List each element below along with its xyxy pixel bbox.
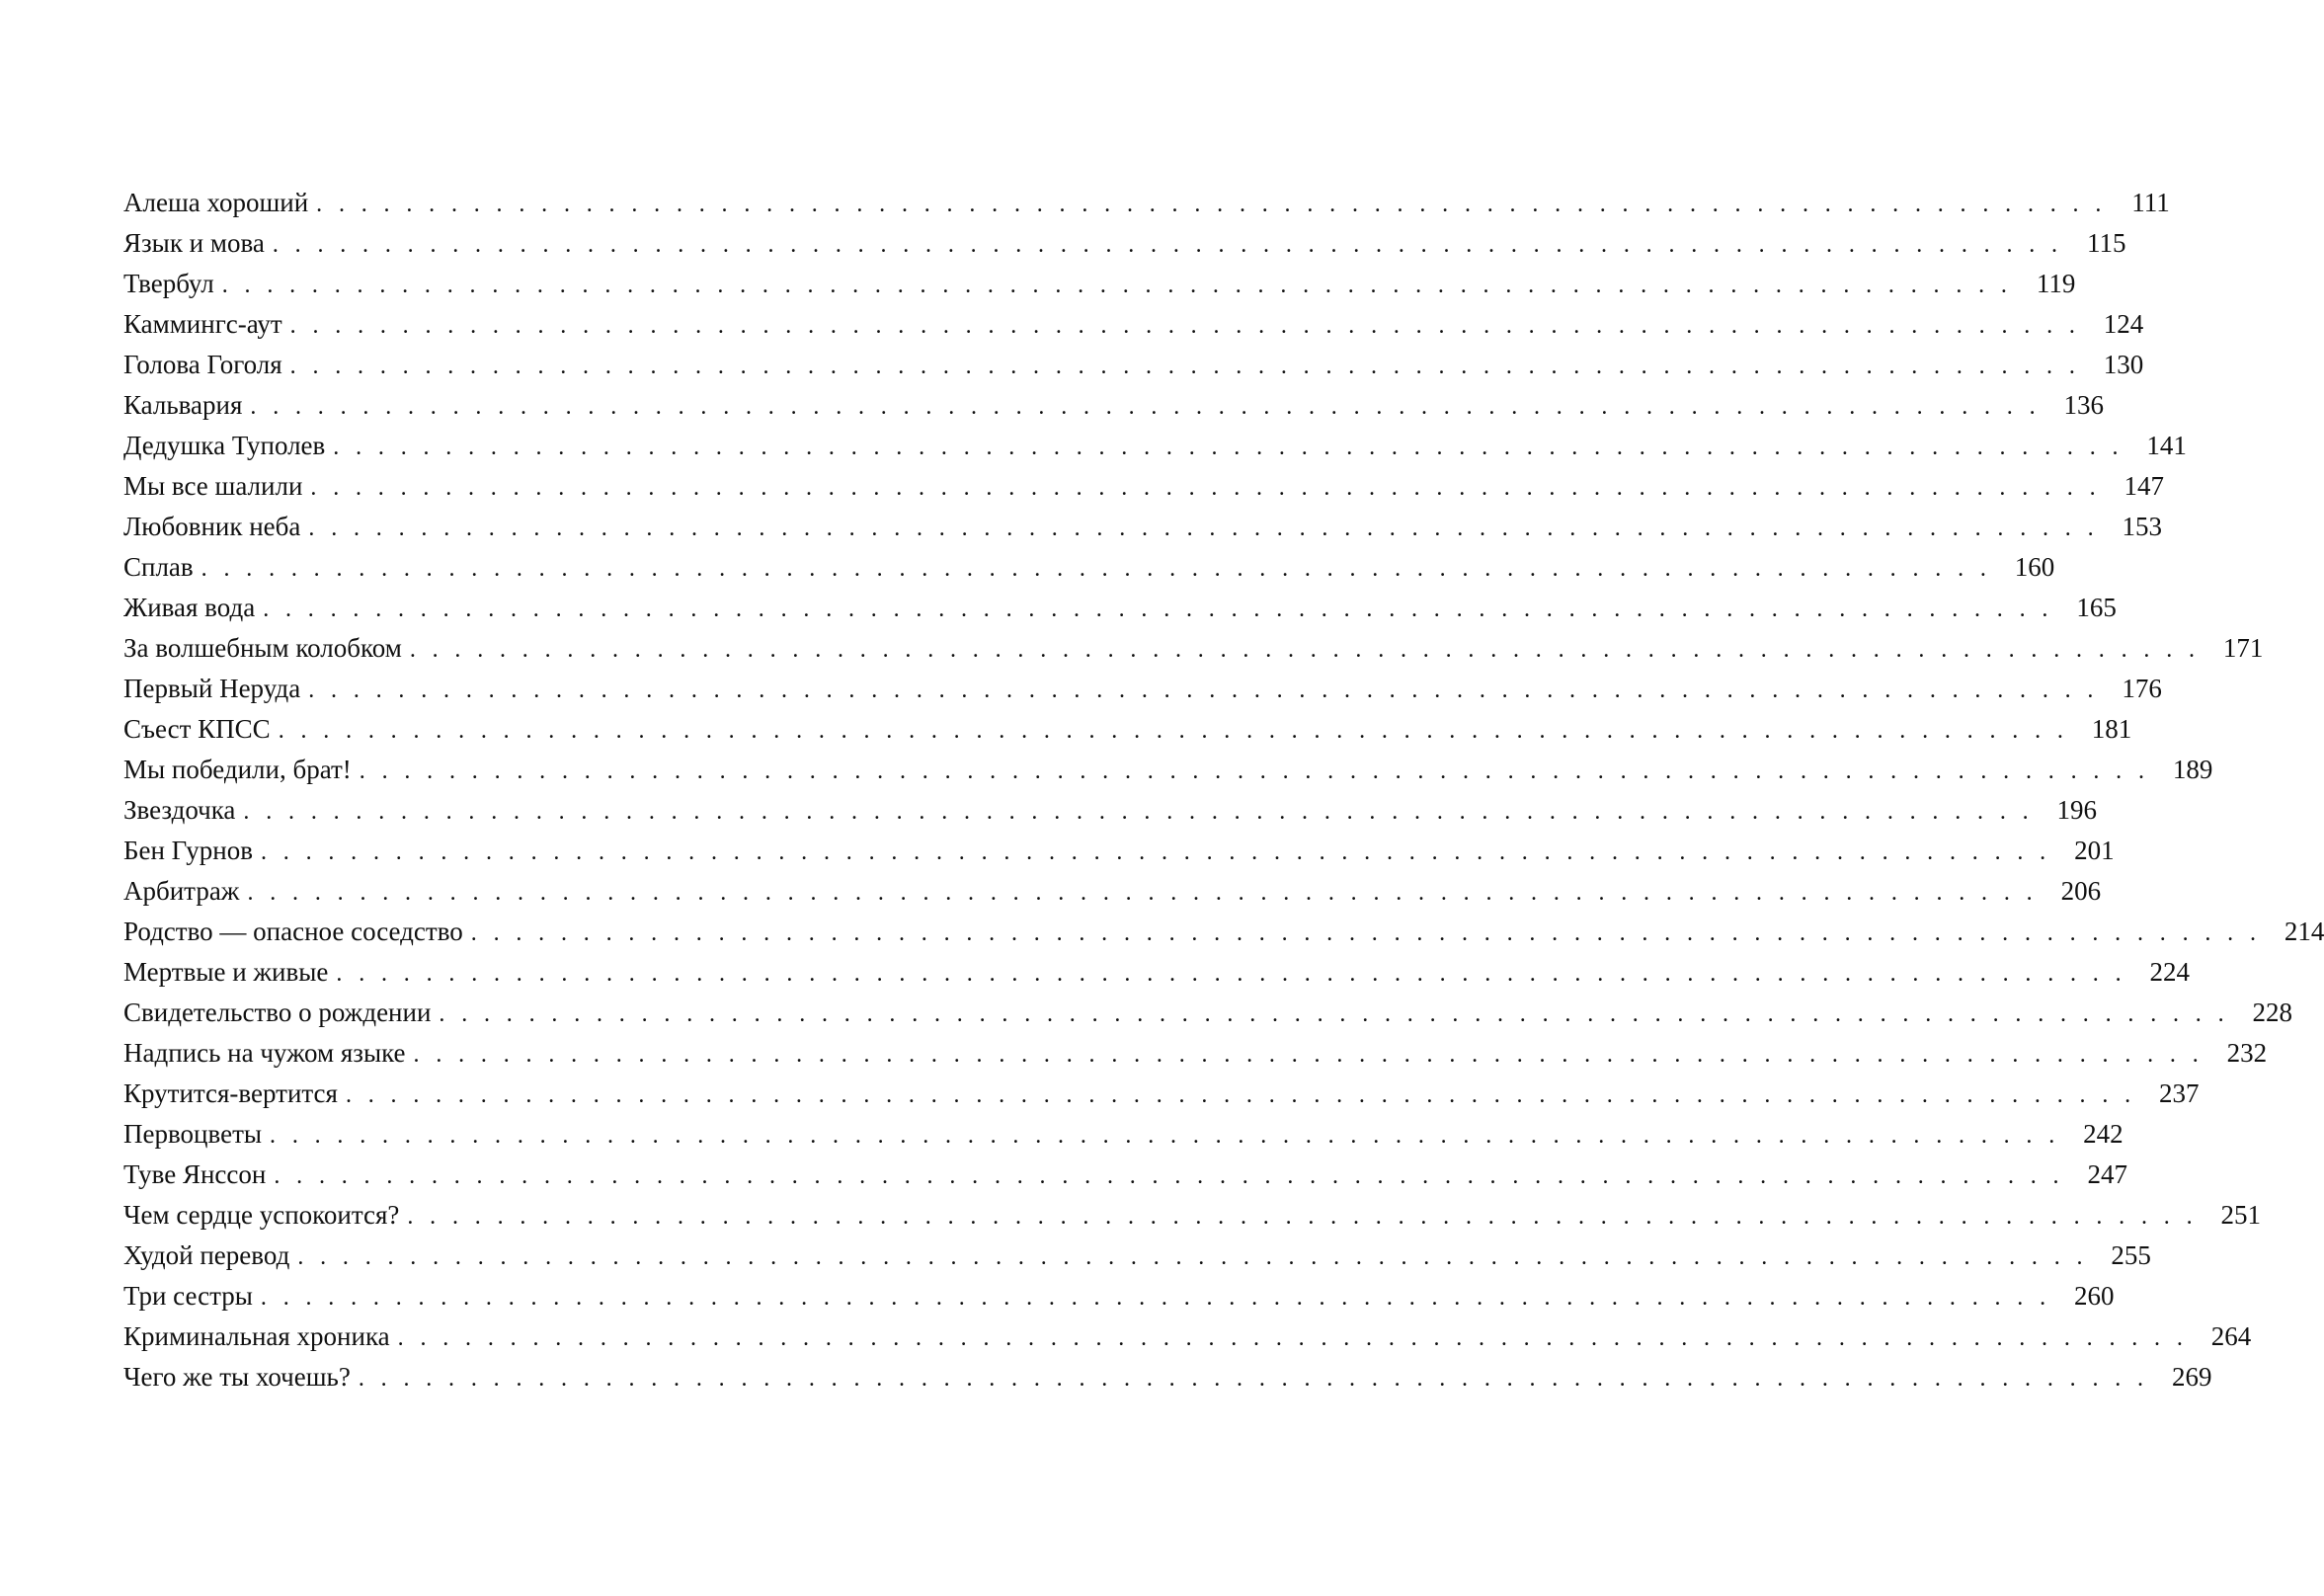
dot-leader: . . . . . . . . . . . . . . . . . . . . . . . . . . . . . . . . . . . . . . . . . . . . . . . . . . . . . . . . . . . . . . . . . . . . . . . . . . . . . . . . bbox=[221, 273, 2013, 299]
dot-leader: . . . . . . . . . . . . . . . . . . . . . . . . . . . . . . . . . . . . . . . . . . . . . . . . . . . . . . . . . . . . . . . . . . . . . . . . . . . . . . . . bbox=[250, 394, 2042, 421]
toc-entry-title: Мы победили, брат! bbox=[123, 755, 352, 785]
toc-entry bbox=[123, 669, 2162, 709]
toc-entry-page-number: 124 bbox=[2103, 309, 2144, 340]
toc-entry-title: Первоцветы bbox=[123, 1119, 263, 1150]
dot-leader: . . . . . . . . . . . . . . . . . . . . . . . . . . . . . . . . . . . . . . . . . . . . . . . . . . . . . . . . . . . . . . . . . . . . . . . . . . . . . . . . bbox=[333, 435, 2124, 461]
toc-entry-title: Худой перевод bbox=[123, 1240, 290, 1271]
toc-entry-page-number: 269 bbox=[2171, 1362, 2212, 1393]
toc-entry-page-number: 260 bbox=[2074, 1281, 2115, 1312]
toc-entry-page-number: 196 bbox=[2056, 795, 2098, 826]
dot-leader: . . . . . . . . . . . . . . . . . . . . . . . . . . . . . . . . . . . . . . . . . . . . . . . . . . . . . . . . . . . . . . . . . . . . . . . . . . . . . . . . bbox=[345, 1082, 2136, 1109]
toc-entry bbox=[123, 183, 2170, 223]
toc-entry-page-number: 111 bbox=[2131, 188, 2170, 217]
dot-leader: . . . . . . . . . . . . . . . . . . . . . . . . . . . . . . . . . . . . . . . . . . . . . . . . . . . . . . . . . . . . . . . . . . . . . . . . . . . . . . . . bbox=[413, 1042, 2204, 1069]
toc-entry bbox=[123, 466, 2165, 507]
toc-entry-page-number: 165 bbox=[2076, 593, 2117, 623]
toc-entry bbox=[123, 1033, 2268, 1074]
dot-leader: . . . . . . . . . . . . . . . . . . . . . . . . . . . . . . . . . . . . . . . . . . . . . . . . . . . . . . . . . . . . . . . . . . . . . . . . . . . . . . . . bbox=[278, 718, 2069, 745]
toc-entry-page-number: 232 bbox=[2226, 1038, 2268, 1069]
toc-entry bbox=[123, 1074, 2200, 1114]
dot-leader: . . . . . . . . . . . . . . . . . . . . . . . . . . . . . . . . . . . . . . . . . . . . . . . . . . . . . . . . . . . . . . . . . . . . . . . . . . . . . . . . bbox=[297, 1244, 2088, 1271]
toc-entry-page-number: 189 bbox=[2172, 755, 2213, 785]
toc-entry bbox=[123, 1317, 2252, 1357]
toc-entry-title: Чем сердце успокоится? bbox=[123, 1200, 400, 1231]
toc-entry-title: Бен Гурнов bbox=[123, 836, 253, 866]
toc-entry bbox=[123, 507, 2162, 547]
toc-entry-page-number: 181 bbox=[2091, 714, 2132, 745]
toc-entry-page-number: 264 bbox=[2210, 1321, 2252, 1352]
dot-leader: . . . . . . . . . . . . . . . . . . . . . . . . . . . . . . . . . . . . . . . . . . . . . . . . . . . . . . . . . . . . . . . . . . . . . . . . . . . . . . . . bbox=[243, 799, 2035, 826]
toc-entry-page-number: 251 bbox=[2220, 1200, 2261, 1231]
dot-leader: . . . . . . . . . . . . . . . . . . . . . . . . . . . . . . . . . . . . . . . . . . . . . . . . . . . . . . . . . . . . . . . . . . . . . . . . . . . . . . . . bbox=[270, 1123, 2060, 1150]
toc-entry-title: Любовник неба bbox=[123, 512, 301, 542]
dot-leader: . . . . . . . . . . . . . . . . . . . . . . . . . . . . . . . . . . . . . . . . . . . . . . . . . . . . . . . . . . . . . . . . . . . . . . . . . . . . . . . . bbox=[308, 678, 2099, 704]
toc-entry bbox=[123, 912, 2324, 952]
toc-entry-page-number: 255 bbox=[2111, 1240, 2151, 1271]
toc-entry bbox=[123, 1276, 2115, 1317]
toc-entry-page-number: 206 bbox=[2060, 876, 2102, 907]
dot-leader: . . . . . . . . . . . . . . . . . . . . . . . . . . . . . . . . . . . . . . . . . . . . . . . . . . . . . . . . . . . . . . . . . . . . . . . . . . . . . . . . bbox=[310, 475, 2102, 502]
toc-entry bbox=[123, 1195, 2261, 1236]
toc-entry bbox=[123, 304, 2144, 345]
toc-entry-page-number: 247 bbox=[2087, 1159, 2127, 1190]
table-of-contents bbox=[123, 183, 2324, 1397]
toc-entry-title: Крутится-вертится bbox=[123, 1078, 338, 1109]
toc-entry-page-number: 214 bbox=[2284, 917, 2324, 947]
toc-entry-page-number: 224 bbox=[2149, 957, 2190, 988]
toc-entry-page-number: 115 bbox=[2086, 228, 2126, 259]
toc-entry-page-number: 136 bbox=[2063, 390, 2105, 421]
toc-entry bbox=[123, 1357, 2212, 1397]
toc-entry-title: Алеша хороший bbox=[123, 188, 309, 217]
toc-entry bbox=[123, 709, 2132, 750]
toc-entry-page-number: 160 bbox=[2014, 552, 2055, 583]
dot-leader: . . . . . . . . . . . . . . . . . . . . . . . . . . . . . . . . . . . . . . . . . . . . . . . . . . . . . . . . . . . . . . . . . . . . . . . . . . . . . . . . bbox=[260, 839, 2051, 866]
toc-entry bbox=[123, 628, 2264, 669]
toc-entry-title: Съест КПСС bbox=[123, 714, 271, 745]
toc-entry bbox=[123, 1236, 2151, 1276]
toc-entry-title: Чего же ты хочешь? bbox=[123, 1362, 351, 1393]
dot-leader: . . . . . . . . . . . . . . . . . . . . . . . . . . . . . . . . . . . . . . . . . . . . . . . . . . . . . . . . . . . . . . . . . . . . . . . . . . . . . . . . bbox=[358, 1366, 2149, 1393]
toc-entry bbox=[123, 871, 2102, 912]
toc-entry-title: Сплав bbox=[123, 552, 194, 583]
toc-entry-title: Каммингс-аут bbox=[123, 309, 282, 340]
toc-entry bbox=[123, 385, 2105, 426]
toc-entry bbox=[123, 588, 2117, 628]
dot-leader: . . . . . . . . . . . . . . . . . . . . . . . . . . . . . . . . . . . . . . . . . . . . . . . . . . . . . . . . . . . . . . . . . . . . . . . . . . . . . . . . bbox=[316, 192, 2107, 217]
toc-entry-title: Дедушка Туполев bbox=[123, 431, 326, 461]
toc-entry-page-number: 237 bbox=[2159, 1078, 2200, 1109]
dot-leader: . . . . . . . . . . . . . . . . . . . . . . . . . . . . . . . . . . . . . . . . . . . . . . . . . . . . . . . . . . . . . . . . . . . . . . . . . . . . . . . . bbox=[263, 597, 2053, 623]
toc-entry bbox=[123, 345, 2144, 385]
toc-entry-page-number: 242 bbox=[2083, 1119, 2124, 1150]
toc-entry bbox=[123, 547, 2055, 588]
dot-leader: . . . . . . . . . . . . . . . . . . . . . . . . . . . . . . . . . . . . . . . . . . . . . . . . . . . . . . . . . . . . . . . . . . . . . . . . . . . . . . . . bbox=[308, 516, 2099, 542]
toc-entry-title: За волшебным колобком bbox=[123, 633, 402, 664]
dot-leader: . . . . . . . . . . . . . . . . . . . . . . . . . . . . . . . . . . . . . . . . . . . . . . . . . . . . . . . . . . . . . . . . . . . . . . . . . . . . . . . . bbox=[336, 961, 2126, 988]
toc-entry bbox=[123, 1114, 2124, 1155]
toc-entry-title: Криминальная хроника bbox=[123, 1321, 390, 1352]
toc-entry-page-number: 141 bbox=[2146, 431, 2187, 461]
dot-leader: . . . . . . . . . . . . . . . . . . . . . . . . . . . . . . . . . . . . . . . . . . . . . . . . . . . . . . . . . . . . . . . . . . . . . . . . . . . . . . . . bbox=[407, 1204, 2198, 1231]
toc-entry-title: Свидетельство о рождении bbox=[123, 998, 432, 1028]
toc-entry-page-number: 228 bbox=[2252, 998, 2293, 1028]
toc-entry bbox=[123, 790, 2098, 831]
toc-entry-title: Живая вода bbox=[123, 593, 256, 623]
toc-entry-title: Три сестры bbox=[123, 1281, 253, 1312]
toc-entry-page-number: 147 bbox=[2124, 471, 2165, 502]
toc-entry bbox=[123, 264, 2076, 304]
dot-leader: . . . . . . . . . . . . . . . . . . . . . . . . . . . . . . . . . . . . . . . . . . . . . . . . . . . . . . . . . . . . . . . . . . . . . . . . . . . . . . . . bbox=[247, 880, 2039, 907]
dot-leader: . . . . . . . . . . . . . . . . . . . . . . . . . . . . . . . . . . . . . . . . . . . . . . . . . . . . . . . . . . . . . . . . . . . . . . . . . . . . . . . . bbox=[289, 313, 2081, 340]
dot-leader: . . . . . . . . . . . . . . . . . . . . . . . . . . . . . . . . . . . . . . . . . . . . . . . . . . . . . . . . . . . . . . . . . . . . . . . . . . . . . . . . bbox=[260, 1285, 2051, 1312]
toc-entry-title: Язык и мова bbox=[123, 228, 265, 259]
dot-leader: . . . . . . . . . . . . . . . . . . . . . . . . . . . . . . . . . . . . . . . . . . . . . . . . . . . . . . . . . . . . . . . . . . . . . . . . . . . . . . . . bbox=[200, 556, 1992, 583]
toc-entry-title: Голова Гоголя bbox=[123, 350, 282, 380]
toc-entry-title: Арбитраж bbox=[123, 876, 240, 907]
toc-entry-page-number: 171 bbox=[2222, 633, 2264, 664]
dot-leader: . . . . . . . . . . . . . . . . . . . . . . . . . . . . . . . . . . . . . . . . . . . . . . . . . . . . . . . . . . . . . . . . . . . . . . . . . . . . . . . . bbox=[409, 637, 2201, 664]
toc-entry-title: Родство — опасное соседство bbox=[123, 917, 463, 947]
toc-entry bbox=[123, 831, 2115, 871]
toc-entry bbox=[123, 426, 2187, 466]
dot-leader: . . . . . . . . . . . . . . . . . . . . . . . . . . . . . . . . . . . . . . . . . . . . . . . . . . . . . . . . . . . . . . . . . . . . . . . . . . . . . . . . bbox=[359, 758, 2150, 785]
toc-entry-title: Надпись на чужом языке bbox=[123, 1038, 406, 1069]
dot-leader: . . . . . . . . . . . . . . . . . . . . . . . . . . . . . . . . . . . . . . . . . . . . . . . . . . . . . . . . . . . . . . . . . . . . . . . . . . . . . . . . bbox=[397, 1325, 2189, 1352]
toc-entry bbox=[123, 750, 2213, 790]
dot-leader: . . . . . . . . . . . . . . . . . . . . . . . . . . . . . . . . . . . . . . . . . . . . . . . . . . . . . . . . . . . . . . . . . . . . . . . . . . . . . . . . bbox=[470, 920, 2262, 947]
toc-entry-title: Звездочка bbox=[123, 795, 236, 826]
dot-leader: . . . . . . . . . . . . . . . . . . . . . . . . . . . . . . . . . . . . . . . . . . . . . . . . . . . . . . . . . . . . . . . . . . . . . . . . . . . . . . . . bbox=[272, 232, 2063, 259]
toc-entry bbox=[123, 993, 2293, 1033]
toc-entry-title: Первый Неруда bbox=[123, 674, 301, 704]
toc-entry-title: Мертвые и живые bbox=[123, 957, 329, 988]
toc-entry-page-number: 201 bbox=[2074, 836, 2115, 866]
toc-entry-page-number: 176 bbox=[2122, 674, 2162, 704]
dot-leader: . . . . . . . . . . . . . . . . . . . . . . . . . . . . . . . . . . . . . . . . . . . . . . . . . . . . . . . . . . . . . . . . . . . . . . . . . . . . . . . . bbox=[274, 1163, 2064, 1190]
toc-entry-page-number: 130 bbox=[2103, 350, 2144, 380]
toc-entry bbox=[123, 1155, 2127, 1195]
dot-leader: . . . . . . . . . . . . . . . . . . . . . . . . . . . . . . . . . . . . . . . . . . . . . . . . . . . . . . . . . . . . . . . . . . . . . . . . . . . . . . . . bbox=[439, 1001, 2230, 1028]
toc-entry bbox=[123, 952, 2190, 993]
toc-entry-title: Туве Янссон bbox=[123, 1159, 267, 1190]
toc-entry bbox=[123, 223, 2126, 264]
toc-entry-title: Мы все шалили bbox=[123, 471, 303, 502]
dot-leader: . . . . . . . . . . . . . . . . . . . . . . . . . . . . . . . . . . . . . . . . . . . . . . . . . . . . . . . . . . . . . . . . . . . . . . . . . . . . . . . . bbox=[289, 354, 2081, 380]
toc-entry-page-number: 153 bbox=[2122, 512, 2162, 542]
toc-entry-title: Кальвария bbox=[123, 390, 243, 421]
toc-entry-page-number: 119 bbox=[2036, 269, 2076, 299]
toc-entry-title: Твербул bbox=[123, 269, 214, 299]
